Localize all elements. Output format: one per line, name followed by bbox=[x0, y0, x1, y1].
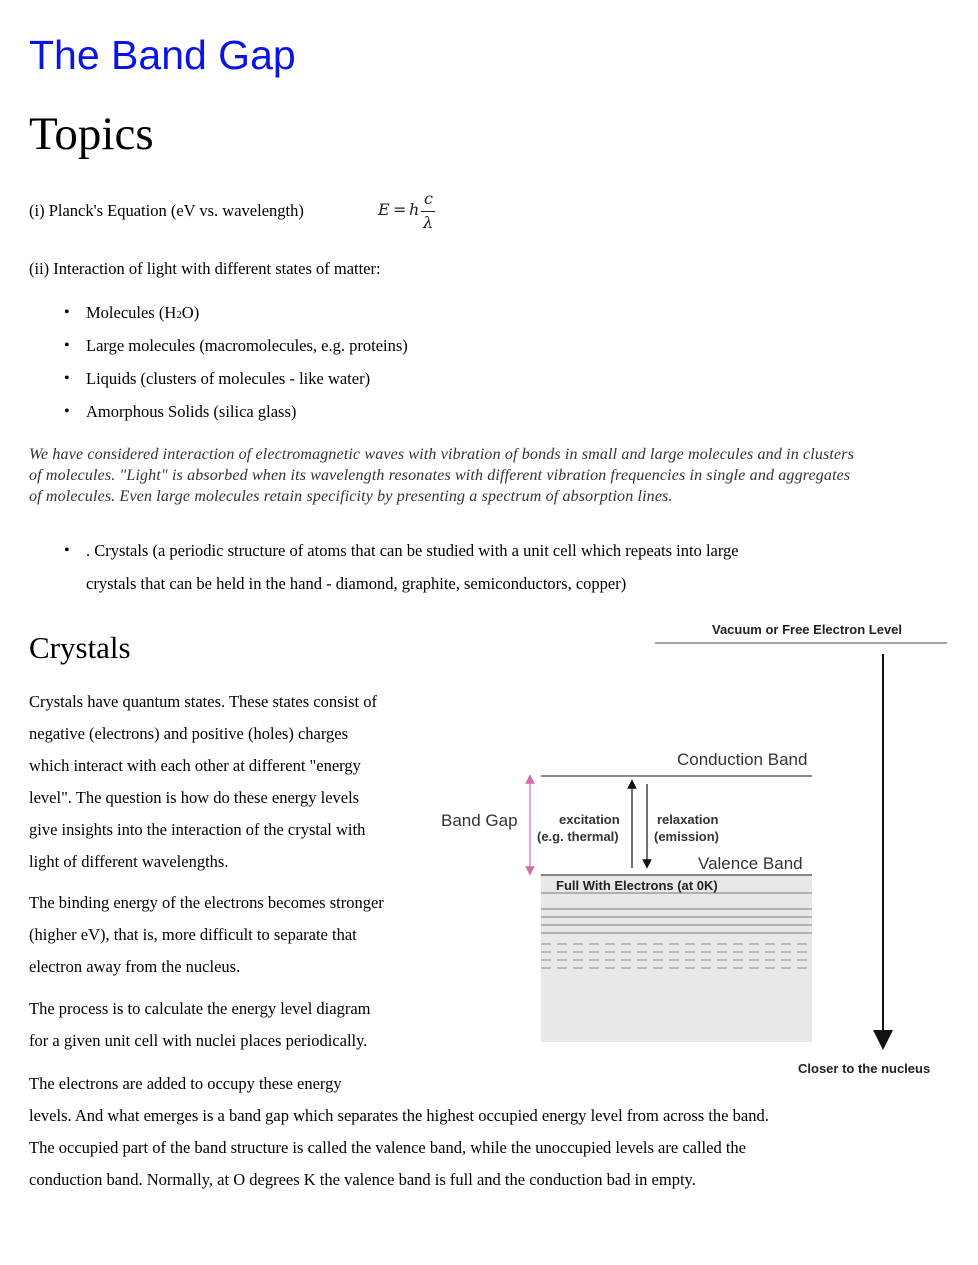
valence-band-region bbox=[541, 875, 812, 1042]
vacuum-level-label: Vacuum or Free Electron Level bbox=[712, 622, 903, 637]
relaxation-label: relaxation bbox=[657, 812, 719, 827]
list-item-text: Liquids (clusters of molecules - like water) bbox=[86, 369, 371, 388]
topic-planck: (i) Planck's Equation (eV vs. wavelength) bbox=[29, 201, 304, 220]
paragraph-line: The electrons are added to occupy these energy bbox=[29, 1074, 342, 1093]
list-item-text: Large molecules (macromolecules, e.g. proteins) bbox=[86, 336, 408, 355]
paragraph-line: Crystals have quantum states. These states consist of bbox=[29, 692, 377, 711]
paragraph-line: conduction band. Normally, at O degrees K the valence band is full and the conduction bad in empty. bbox=[29, 1170, 696, 1189]
list-item-text: O) bbox=[181, 303, 200, 322]
excitation-label: excitation bbox=[559, 812, 620, 827]
paragraph-line: negative (electrons) and positive (holes) charges bbox=[29, 724, 349, 743]
bullet-icon: • bbox=[64, 370, 70, 387]
equation-lhs: E bbox=[378, 200, 390, 219]
bullet-icon: • bbox=[64, 337, 70, 354]
paragraph-line: level". The question is how do these energy levels bbox=[29, 788, 360, 807]
crystal-bullet-line: . Crystals (a periodic structure of atoms that can be studied with a unit cell which repeats into large bbox=[86, 541, 739, 560]
excitation-sublabel: (e.g. thermal) bbox=[537, 829, 619, 844]
equation-numerator: c bbox=[424, 189, 433, 208]
list-item-text: Molecules (H bbox=[86, 303, 177, 322]
page-title: The Band Gap bbox=[29, 32, 296, 78]
paragraph-line: give insights into the interaction of the crystal with bbox=[29, 820, 366, 839]
paragraph-line: The process is to calculate the energy level diagram bbox=[29, 999, 371, 1018]
paragraph-line: which interact with each other at different "energy bbox=[29, 756, 361, 775]
band-gap-label: Band Gap bbox=[441, 811, 518, 830]
list-item-text: Amorphous Solids (silica glass) bbox=[86, 402, 297, 421]
conduction-band-label: Conduction Band bbox=[677, 750, 808, 769]
paragraph-line: electron away from the nucleus. bbox=[29, 957, 241, 976]
valence-band-label: Valence Band bbox=[698, 854, 803, 873]
equation-denominator: λ bbox=[423, 213, 434, 232]
relaxation-sublabel: (emission) bbox=[654, 829, 720, 844]
paragraph-line: The binding energy of the electrons becomes stronger bbox=[29, 893, 384, 912]
paragraph-line: levels. And what emerges is a band gap which separates the highest occupied energy level from across the band. bbox=[29, 1106, 769, 1125]
crystals-heading: Crystals bbox=[29, 630, 131, 665]
topics-heading: Topics bbox=[29, 108, 154, 160]
paragraph-line: light of different wavelengths. bbox=[29, 852, 229, 871]
paragraph-line: The occupied part of the band structure is called the valence band, while the unoccupied levels are called the bbox=[29, 1138, 746, 1157]
crystal-bullet-line: crystals that can be held in the hand - diamond, graphite, semiconductors, copper) bbox=[86, 574, 627, 593]
topic-interaction: (ii) Interaction of light with different states of matter: bbox=[29, 259, 381, 278]
paragraph-line: (higher eV), that is, more difficult to separate that bbox=[29, 925, 357, 944]
paragraph-line: for a given unit cell with nuclei places periodically. bbox=[29, 1031, 368, 1050]
italic-paragraph: We have considered interaction of electromagnetic waves with vibration of bonds in small and large molecules and in clusters of molecules. "Light" is absorbed when its wavelength resonates with different vibration frequencies in single and aggregates of molecules. Even large molecules retain specificity by presenting a spectrum of absorption lines. bbox=[29, 446, 854, 505]
subscript: 2 bbox=[176, 309, 182, 321]
equation-h: h bbox=[409, 200, 420, 219]
bullet-icon: • bbox=[64, 403, 70, 420]
closer-to-nucleus-label: Closer to the nucleus bbox=[798, 1061, 931, 1076]
bullet-icon: • bbox=[64, 304, 70, 321]
full-with-electrons-label: Full With Electrons (at 0K) bbox=[556, 878, 718, 893]
bullet-icon: • bbox=[64, 542, 70, 559]
equation-equals: = bbox=[393, 200, 407, 219]
